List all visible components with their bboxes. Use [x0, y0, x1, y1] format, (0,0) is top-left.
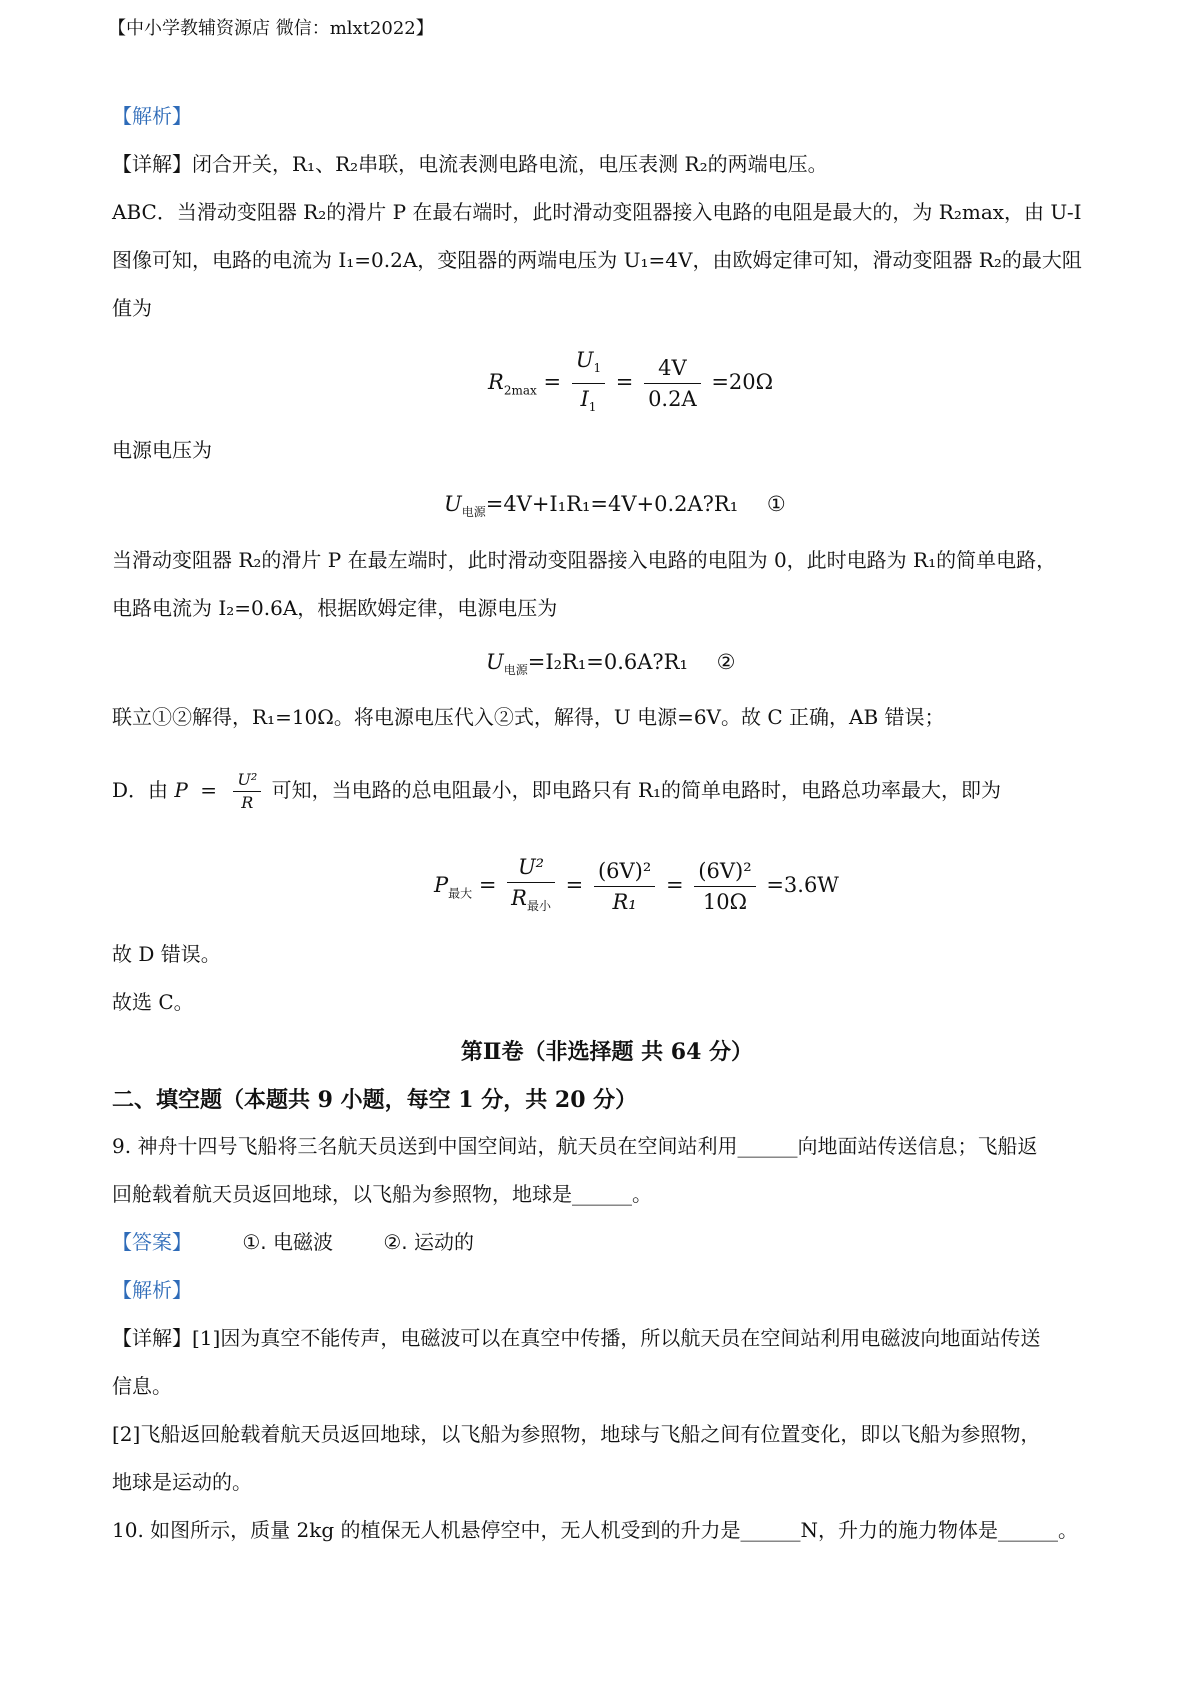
solve-line: 联立①②解得，R₁=10Ω。将电源电压代入②式，解得，U 电源=6V。故 C 正确，AB 错误；: [112, 705, 945, 729]
analysis-label-2: 【解析】: [112, 1278, 192, 1302]
eq2-u: U: [444, 492, 462, 516]
choose-c: 故选 C。: [112, 990, 194, 1014]
section-2-title: 第Ⅱ卷（非选择题 共 64 分）: [460, 1039, 754, 1065]
abc-line-3: 值为: [112, 296, 152, 320]
left-end-line-1: 当滑动变阻器 R₂的滑片 P 在最左端时，此时滑动变阻器接入电路的电阻为 0，此时电路为 R₁的简单电路，: [112, 548, 1057, 572]
eq4-f2-den: R₁: [612, 890, 637, 915]
section-2-subtitle: 二、填空题（本题共 9 小题，每空 1 分，共 20 分）: [112, 1087, 638, 1113]
eq4-f1-den-sub: 最小: [526, 899, 551, 914]
eq3-rest: =I₂R₁=0.6A?R₁: [527, 650, 688, 674]
eq3-sub: 电源: [503, 663, 528, 678]
eq4-lhs-sub: 最大: [448, 886, 473, 901]
equation-supply-1: [444, 490, 786, 526]
eq3-mark: ②: [716, 650, 736, 674]
eq4-fraction-2: [594, 856, 655, 917]
eq4-equals: =: [478, 873, 497, 898]
abc-line-1: ABC．当滑动变阻器 R₂的滑片 P 在最右端时，此时滑动变阻器接入电路的电阻是最大的，为 R₂max，由 U-I: [112, 200, 1082, 224]
q9-detail-1: 【详解】[1]因为真空不能传声，电磁波可以在真空中传播，所以航天员在空间站利用电磁波向地面站传送: [112, 1326, 1041, 1350]
q9-detail-2: 信息。: [112, 1374, 172, 1398]
answer-2: ②. 运动的: [383, 1230, 475, 1254]
eq3-u: U: [486, 650, 504, 674]
eq4-equals-3: =: [665, 873, 684, 898]
eq4-f1-num: U²: [517, 855, 545, 879]
q9-detail-3: [2]飞船返回舱载着航天员返回地球，以飞船为参照物，地球与飞船之间有位置变化，即以飞船为参照物，: [112, 1422, 1041, 1446]
answer-row: [112, 1228, 1102, 1256]
question-10-line-1: 10. 如图所示，质量 2kg 的植保无人机悬停空中，无人机受到的升力是______N，升力的施力物体是______。: [112, 1518, 1079, 1542]
eq1-f2-num: 4V: [644, 353, 701, 384]
eq1-equals: =: [543, 370, 562, 395]
equation-supply-2: [486, 648, 735, 684]
eq1-fraction-2: [644, 353, 701, 414]
eq1-f2-den: 0.2A: [648, 387, 697, 412]
detail-intro: 【详解】闭合开关，R₁、R₂串联，电流表测电路电流，电压表测 R₂的两端电压。: [112, 152, 828, 176]
answer-1: ①. 电磁波: [242, 1230, 334, 1254]
eq2-sub: 电源: [461, 505, 486, 520]
eq1-fraction-1: [572, 345, 605, 422]
eq2-rest: =4V+I₁R₁=4V+0.2A?R₁: [485, 492, 739, 516]
question-9-line-1: 9. 神舟十四号飞船将三名航天员送到中国空间站，航天员在空间站利用______向地面站传送信息；飞船返: [112, 1134, 1038, 1158]
d-line-prefix: D．由: [112, 778, 169, 802]
eq1-lhs: R: [488, 370, 504, 395]
q9-detail-4: 地球是运动的。: [112, 1470, 252, 1494]
supply-voltage-label: 电源电压为: [112, 438, 212, 462]
eq4-equals-2: =: [565, 873, 584, 898]
eq4-fraction-1: [507, 852, 555, 921]
eq4-f1-den: R: [511, 886, 527, 910]
eq4-fraction-3: [694, 856, 755, 917]
equation-power-max: [434, 852, 839, 921]
abc-line-2: 图像可知，电路的电流为 I₁=0.2A，变阻器的两端电压为 U₁=4V，由欧姆定律可知，滑动变阻器 R₂的最大阻: [112, 248, 1082, 272]
question-9-line-2: 回舱载着航天员返回地球，以飞船为参照物，地球是______。: [112, 1182, 652, 1206]
eq4-lhs: P: [434, 873, 449, 898]
d-line-suffix: 可知，当电路的总电阻最小，即电路只有 R₁的简单电路时，电路总功率最大，即为: [271, 778, 1002, 802]
d-line-p: P: [174, 778, 188, 802]
analysis-label: 【解析】: [112, 104, 192, 128]
d-wrong: 故 D 错误。: [112, 942, 221, 966]
d-frac-num: U²: [237, 770, 258, 789]
eq1-f1-num: U: [575, 348, 594, 372]
d-line-fraction: [233, 769, 261, 814]
answer-label: 【答案】: [112, 1230, 192, 1254]
eq1-f1-den: I: [580, 387, 589, 412]
d-line-equals: =: [200, 778, 217, 802]
eq1-result: =20Ω: [711, 370, 774, 395]
eq4-result: =3.6W: [766, 873, 839, 898]
eq2-mark: ①: [766, 492, 786, 516]
eq1-f1-den-sub: 1: [588, 400, 597, 415]
left-end-line-2: 电路电流为 I₂=0.6A，根据欧姆定律，电源电压为: [112, 596, 558, 620]
d-frac-den: R: [241, 793, 254, 812]
eq1-f1-num-sub: 1: [593, 361, 602, 376]
page-header: 【中小学教辅资源店 微信：mlxt2022】: [108, 18, 434, 39]
d-line: [112, 760, 1102, 820]
eq4-f3-den: 10Ω: [702, 890, 748, 915]
eq4-f3-num: (6V)²: [694, 856, 755, 887]
eq4-f2-num: (6V)²: [594, 856, 655, 887]
equation-r2max: [488, 345, 773, 422]
eq1-lhs-sub: 2max: [503, 383, 537, 398]
eq1-equals-2: =: [615, 370, 634, 395]
